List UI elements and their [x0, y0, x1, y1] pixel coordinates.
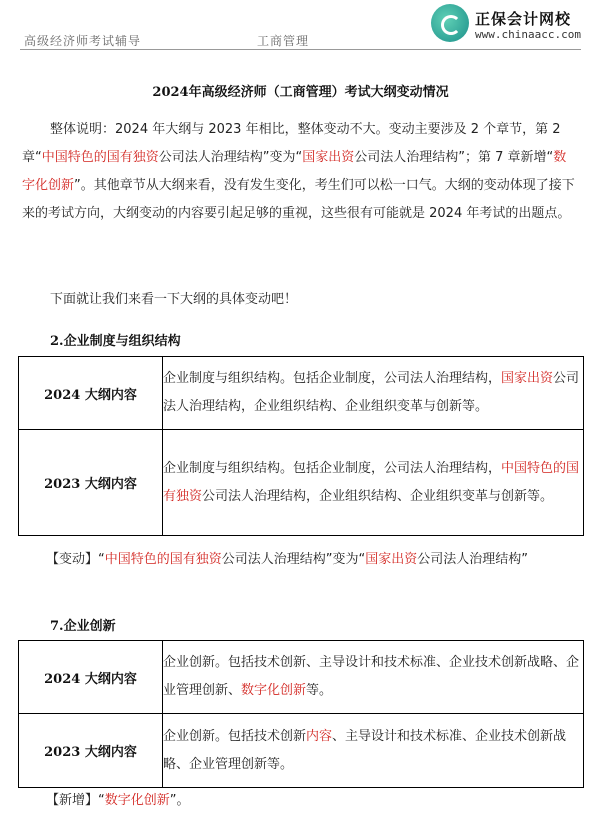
brand-logo: [431, 4, 581, 46]
content-text: 企业创新。包括技术创新、主导设计和技术标准、企业技术创新战略、企业管理创新、: [163, 655, 580, 698]
logo-name: 正保会计网校: [475, 10, 572, 28]
intro-text-2: 公司法人治理结构”变为“: [158, 150, 303, 165]
note-text: “: [98, 793, 105, 808]
intro-highlight-3: 数字化创新: [22, 150, 567, 193]
table-row: [19, 641, 584, 714]
header-series-title: 高级经济师考试辅导: [24, 34, 142, 48]
row-content: [163, 641, 584, 714]
intro-highlight-1: 中国特色的国有独资: [41, 150, 159, 165]
header-subject: 工商管理: [257, 34, 310, 48]
content-highlight: 内容: [306, 728, 333, 744]
logo-url: www.chinaacc.com: [475, 28, 581, 41]
comparison-table: [18, 640, 584, 788]
section-heading: 2.企业制度与组织结构: [50, 334, 181, 349]
note-text: “: [98, 552, 105, 567]
header-divider: [20, 49, 581, 50]
row-label: 2023 大纲内容: [19, 714, 163, 788]
row-content: [163, 357, 584, 430]
content-text: 企业制度与组织结构。包括企业制度，公司法人治理结构，: [163, 371, 502, 386]
row-label: 2023 大纲内容: [19, 430, 163, 536]
note-highlight: 数字化创新: [104, 793, 170, 808]
change-note: [46, 547, 578, 573]
section-heading: 7.企业创新: [50, 619, 116, 634]
note-text: ”。: [169, 793, 190, 808]
addition-note: [46, 788, 578, 814]
content-highlight: 国家出资: [501, 371, 554, 386]
row-content: [163, 714, 584, 788]
comparison-table: [18, 356, 584, 536]
content-text: 企业制度与组织结构。包括企业制度，公司法人治理结构，: [163, 460, 502, 476]
note-highlight: 国家出资: [365, 552, 418, 567]
note-tag: 【变动】: [46, 552, 99, 567]
logo-icon: [431, 4, 469, 42]
intro-text-3: 公司法人治理结构”；第 7 章新增“: [354, 150, 554, 165]
content-highlight: 数字化创新: [241, 683, 307, 698]
table-row: [19, 714, 584, 788]
intro-text-4: ”。其他章节从大纲来看，没有发生变化，考生们可以松一口气。大纲的变动体现了接下来的考试方向，大纲变动的内容要引起足够的重视，这些很有可能就是 2024 年考试的出题点。: [22, 178, 575, 221]
document-title: 2024年高级经济师（工商管理）考试大纲变动情况: [152, 85, 449, 100]
table-row: [19, 357, 584, 430]
intro-text-1: 整体说明：2024 年大纲与 2023 年相比，整体变动不大。变动主要涉及 2 个章节，第 2 章“: [22, 122, 561, 165]
note-tag: 【新增】: [46, 793, 99, 808]
note-text: 公司法人治理结构”变为“: [221, 552, 366, 567]
note-text: 公司法人治理结构”: [417, 552, 529, 567]
row-content: [163, 430, 584, 536]
content-text: 企业创新。包括技术创新: [163, 728, 307, 744]
content-text: 公司法人治理结构，企业组织结构、企业组织变革与创新等。: [202, 488, 554, 504]
row-label: 2024 大纲内容: [19, 357, 163, 430]
content-text: 公司法人治理结构，企业组织结构、企业组织变革与创新等。: [163, 371, 580, 414]
content-text: 、主导设计和技术标准、企业技术创新战略、企业管理创新等。: [163, 728, 567, 772]
note-highlight: 中国特色的国有独资: [104, 552, 222, 567]
intro-highlight-2: 国家出资: [302, 150, 355, 165]
table-row: [19, 430, 584, 536]
page-header: [0, 0, 601, 52]
content-text: 等。: [306, 683, 333, 698]
intro-paragraph: [22, 116, 578, 228]
row-label: 2024 大纲内容: [19, 641, 163, 714]
lead-sentence: 下面就让我们来看一下大纲的具体变动吧！: [50, 292, 298, 307]
content-highlight: 中国特色的国有独资: [163, 460, 580, 504]
